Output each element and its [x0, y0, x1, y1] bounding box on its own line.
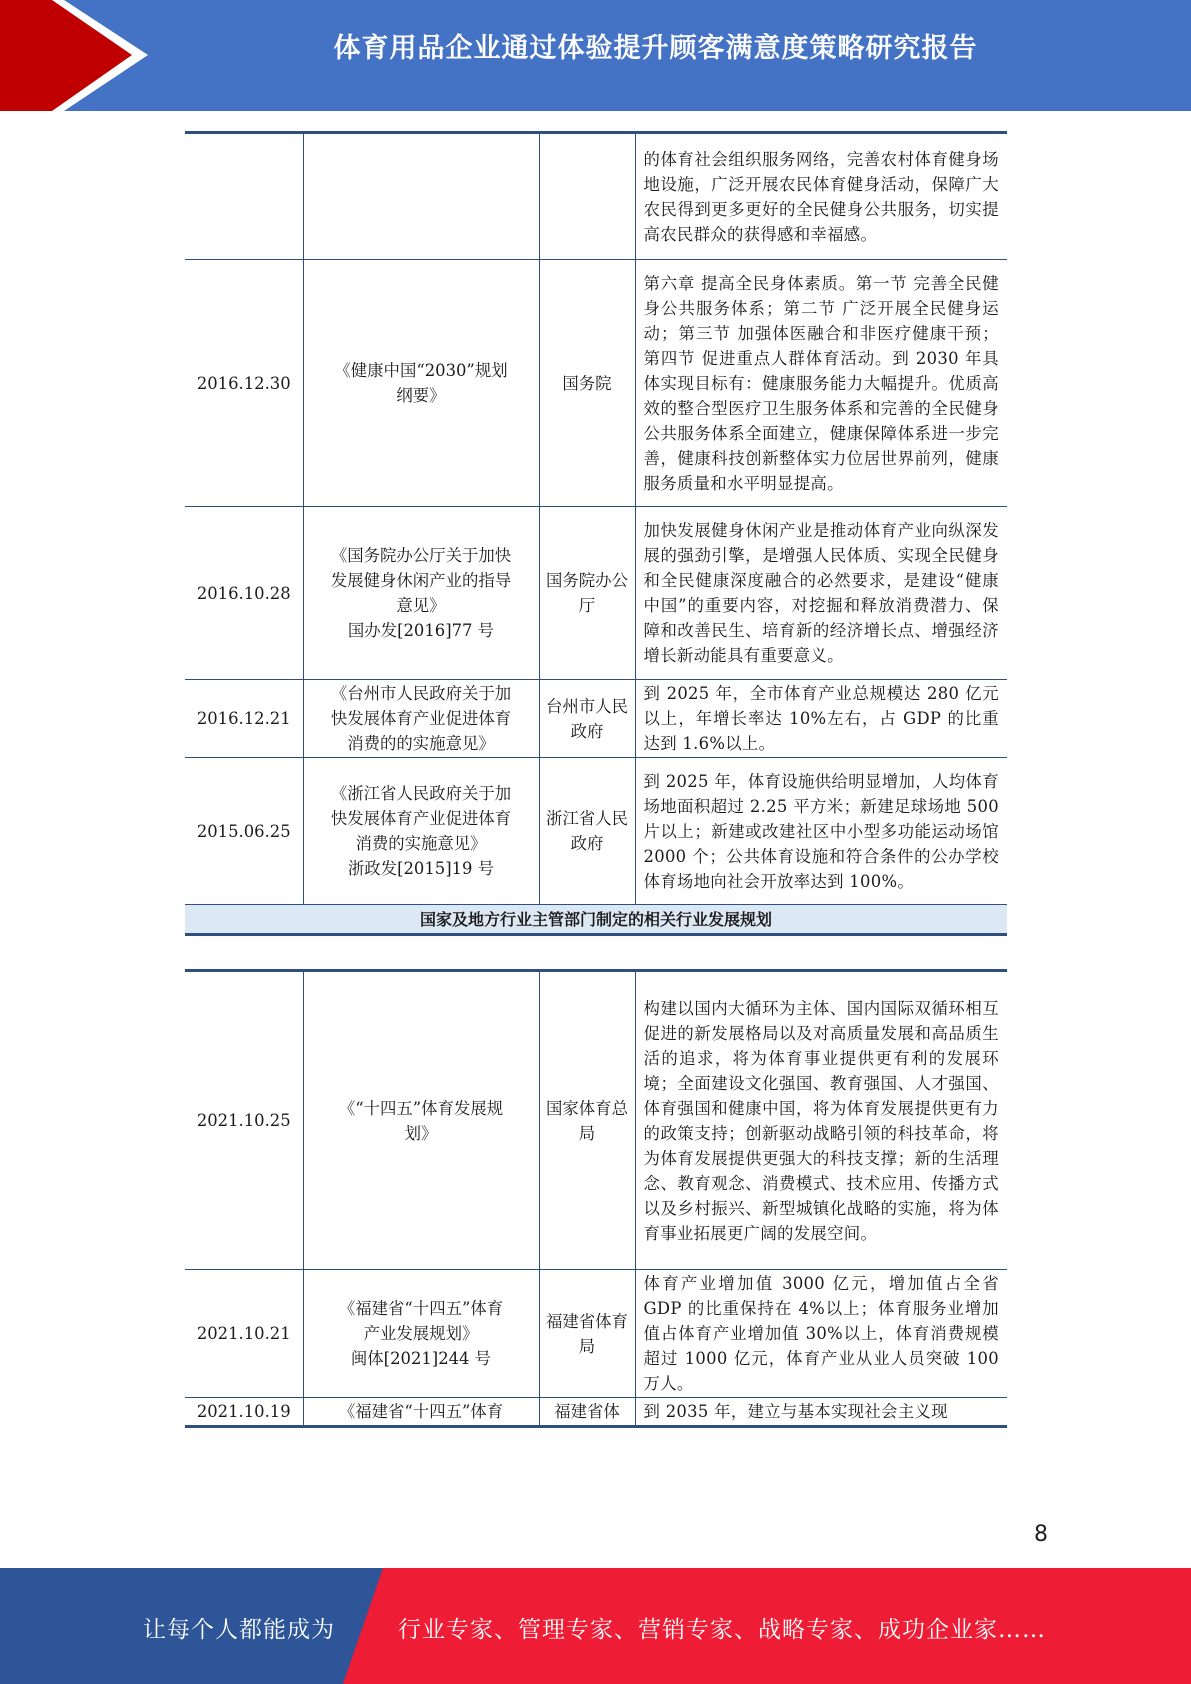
org-cell: 台州市人民政府	[539, 680, 635, 758]
table-row	[185, 260, 1007, 507]
org-cell: 国家体育总局	[539, 971, 635, 1270]
org-cell: 浙江省人民政府	[539, 758, 635, 905]
document-cell	[303, 680, 539, 758]
page-header	[0, 0, 1191, 111]
date-cell: 2016.12.30	[185, 260, 303, 507]
date-cell: 2021.10.25	[185, 971, 303, 1270]
document-title-line: 纲要》	[396, 386, 446, 405]
date-cell	[185, 133, 303, 260]
table-row	[185, 971, 1007, 1270]
content-cell: 体育产业增加值 3000 亿元，增加值占全省 GDP 的比重保持在 4%以上；体育服务业增加值占体育产业增加值 30%以上，体育消费规模超过 1000 亿元，体育产业从业人员突破 100 万人。	[635, 1270, 1007, 1398]
document-title-line: 《“十四五”体育发展规	[338, 1098, 504, 1118]
footer-slogan-left: 让每个人都能成为	[143, 1617, 335, 1643]
document-number-line: 闽体[2021]244 号	[350, 1349, 492, 1368]
document-cell	[303, 1270, 539, 1398]
section-heading: 国家及地方行业主管部门制定的相关行业发展规划	[185, 905, 1007, 935]
content-cell: 第六章 提高全民身体素质。第一节 完善全民健身公共服务体系；第二节 广泛开展全民健身运动；第三节 加强体医融合和非医疗健康干预；第四节 促进重点人群体育活动。到 2030 年具体实现目标有：健康服务能力大幅提升。优质高效的整合型医疗卫生服务体系和完善的全民健身公共服务体系全面建立，健康保障体系进一步完善，健康科技创新整体实力位居世界前列，健康服务质量和水平明显提高。	[635, 260, 1007, 507]
content-cell: 构建以国内大循环为主体、国内国际双循环相互促进的新发展格局以及对高质量发展和高品质生活的追求，将为体育事业提供更有利的发展环境；全面建设文化强国、教育强国、人才强国、体育强国和健康中国，将为体育发展提供更有力的政策支持；创新驱动战略引领的科技革命，将为体育发展提供更强大的科技支撑；新的生活理念、教育观念、消费模式、技术应用、传播方式以及乡村振兴、新型城镇化战略的实施，将为体育事业拓展更广阔的发展空间。	[635, 971, 1007, 1270]
table-row	[185, 133, 1007, 260]
org-cell: 国务院办公厅	[539, 507, 635, 680]
org-cell: 福建省体	[539, 1398, 635, 1427]
document-cell	[303, 971, 539, 1270]
document-cell	[303, 260, 539, 507]
document-title-line: 快发展体育产业促进体育	[330, 809, 512, 828]
document-cell	[303, 1398, 539, 1427]
table-row	[185, 1270, 1007, 1398]
document-cell	[303, 758, 539, 905]
document-title-line: 消费的实施意见》	[355, 834, 487, 853]
document-number-line: 国办发[2016]77 号	[347, 621, 495, 640]
footer-slogan-right: 行业专家、管理专家、营销专家、战略专家、成功企业家……	[398, 1617, 1046, 1643]
document-cell	[303, 507, 539, 680]
page-number: 8	[1034, 1522, 1048, 1547]
document-title-line: 《浙江省人民政府关于加	[330, 784, 512, 803]
content-cell: 的体育社会组织服务网络，完善农村体育健身场地设施，广泛开展农民体育健身活动，保障广大农民得到更多更好的全民健身公共服务，切实提高农民群众的获得感和幸福感。	[635, 133, 1007, 260]
document-title-line: 消费的的实施意见》	[347, 734, 495, 753]
table-row	[185, 507, 1007, 680]
content-cell: 到 2025 年，体育设施供给明显增加，人均体育场地面积超过 2.25 平方米；新建足球场地 500 片以上；新建或改建社区中小型多功能运动场馆 2000 个；公共体育设施和符合条件的公办学校体育场地向社会开放率达到 100%。	[635, 758, 1007, 905]
content-cell: 到 2025 年，全市体育产业总规模达 280 亿元以上，年增长率达 10%左右，占 GDP 的比重达到 1.6%以上。	[635, 680, 1007, 758]
date-cell: 2021.10.21	[185, 1270, 303, 1398]
content-cell: 到 2035 年，建立与基本实现社会主义现	[635, 1398, 1007, 1427]
document-title-line: 划》	[404, 1123, 438, 1143]
date-cell: 2016.10.28	[185, 507, 303, 680]
document-title-line: 产业发展规划》	[363, 1324, 479, 1343]
table-row	[185, 1398, 1007, 1427]
document-title-line: 《福建省“十四五”体育	[338, 1402, 504, 1421]
document-title-line: 发展健身休闲产业的指导	[330, 571, 512, 590]
policy-table-bottom	[185, 969, 1007, 1428]
document-title-line: 《福建省“十四五”体育	[338, 1299, 504, 1318]
page-footer	[0, 1568, 1191, 1684]
document-title-line: 意见》	[396, 596, 446, 615]
red-chevron-logo-icon	[0, 0, 160, 111]
org-cell: 国务院	[539, 260, 635, 507]
document-title-line: 《健康中国“2030”规划	[334, 361, 508, 380]
document-title-line: 《台州市人民政府关于加	[330, 684, 512, 703]
org-cell: 福建省体育局	[539, 1270, 635, 1398]
document-title-line: 快发展体育产业促进体育	[330, 709, 512, 728]
policy-table-top	[185, 131, 1007, 936]
document-title-line: 《国务院办公厅关于加快	[330, 546, 512, 565]
table-row	[185, 758, 1007, 905]
table-row	[185, 680, 1007, 758]
org-cell	[539, 133, 635, 260]
report-title: 体育用品企业通过体验提升顾客满意度策略研究报告	[333, 33, 978, 64]
document-number-line: 浙政发[2015]19 号	[347, 859, 495, 878]
date-cell: 2016.12.21	[185, 680, 303, 758]
date-cell: 2015.06.25	[185, 758, 303, 905]
document-cell	[303, 133, 539, 260]
date-cell: 2021.10.19	[185, 1398, 303, 1427]
content-cell: 加快发展健身休闲产业是推动体育产业向纵深发展的强劲引擎，是增强人民体质、实现全民健身和全民健康深度融合的必然要求，是建设“健康中国”的重要内容，对挖掘和释放消费潜力、保障和改善民生、培育新的经济增长点、增强经济增长新动能具有重要意义。	[635, 507, 1007, 680]
section-heading-row	[185, 905, 1007, 935]
